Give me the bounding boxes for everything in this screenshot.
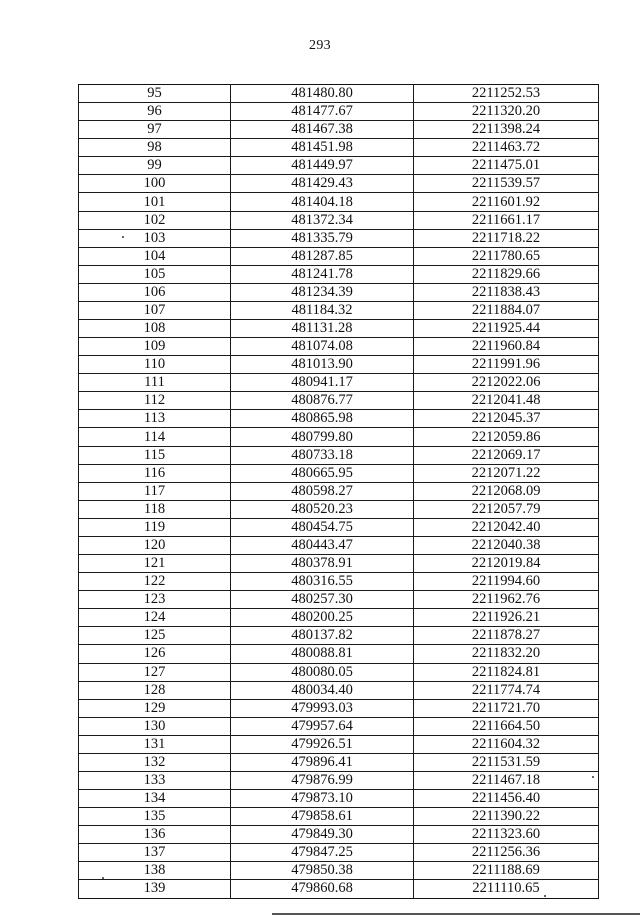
- point-number-cell: 98: [79, 139, 231, 157]
- x-coordinate-cell: 481404.18: [231, 193, 414, 211]
- y-coordinate-cell: 2211398.24: [414, 121, 599, 139]
- y-coordinate-cell: 2212057.79: [414, 500, 599, 518]
- table-row: [79, 175, 599, 193]
- table-row: [79, 85, 599, 103]
- x-coordinate-cell: 480137.82: [231, 627, 414, 645]
- y-coordinate-cell: 2211994.60: [414, 573, 599, 591]
- y-coordinate-cell: 2211832.20: [414, 645, 599, 663]
- table-row: [79, 591, 599, 609]
- table-row: [79, 301, 599, 319]
- point-number-cell: 132: [79, 753, 231, 771]
- x-coordinate-cell: 480080.05: [231, 663, 414, 681]
- y-coordinate-cell: 2211780.65: [414, 247, 599, 265]
- table-row: [79, 392, 599, 410]
- y-coordinate-cell: 2211601.92: [414, 193, 599, 211]
- point-number-cell: 137: [79, 844, 231, 862]
- table-row: [79, 753, 599, 771]
- x-coordinate-cell: 481074.08: [231, 338, 414, 356]
- x-coordinate-cell: 481429.43: [231, 175, 414, 193]
- table-row: [79, 247, 599, 265]
- x-coordinate-cell: 479850.38: [231, 862, 414, 880]
- x-coordinate-cell: 480665.95: [231, 464, 414, 482]
- x-coordinate-cell: 480799.80: [231, 428, 414, 446]
- x-coordinate-cell: 481241.78: [231, 265, 414, 283]
- point-number-cell: 110: [79, 356, 231, 374]
- point-number-cell: 119: [79, 518, 231, 536]
- point-number-cell: 107: [79, 301, 231, 319]
- x-coordinate-cell: 480034.40: [231, 681, 414, 699]
- point-number-cell: 131: [79, 735, 231, 753]
- table-row: [79, 717, 599, 735]
- table-row: [79, 699, 599, 717]
- x-coordinate-cell: 481287.85: [231, 247, 414, 265]
- y-coordinate-cell: 2211829.66: [414, 265, 599, 283]
- point-number-cell: 112: [79, 392, 231, 410]
- y-coordinate-cell: 2211824.81: [414, 663, 599, 681]
- page-number: 293: [309, 38, 331, 53]
- y-coordinate-cell: 2211721.70: [414, 699, 599, 717]
- x-coordinate-cell: 479957.64: [231, 717, 414, 735]
- y-coordinate-cell: 2212041.48: [414, 392, 599, 410]
- point-number-cell: 120: [79, 536, 231, 554]
- x-coordinate-cell: 480876.77: [231, 392, 414, 410]
- table-row: [79, 536, 599, 554]
- table-row: [79, 356, 599, 374]
- y-coordinate-cell: 2212045.37: [414, 410, 599, 428]
- x-coordinate-cell: 480454.75: [231, 518, 414, 536]
- x-coordinate-cell: 481449.97: [231, 157, 414, 175]
- point-number-cell: 106: [79, 283, 231, 301]
- x-coordinate-cell: 480257.30: [231, 591, 414, 609]
- y-coordinate-cell: 2211456.40: [414, 790, 599, 808]
- table-row: [79, 518, 599, 536]
- scan-speck: [122, 236, 124, 238]
- x-coordinate-cell: 480733.18: [231, 446, 414, 464]
- y-coordinate-cell: 2211960.84: [414, 338, 599, 356]
- table-row: [79, 880, 599, 898]
- table-row: [79, 139, 599, 157]
- y-coordinate-cell: 2211774.74: [414, 681, 599, 699]
- y-coordinate-cell: 2211463.72: [414, 139, 599, 157]
- y-coordinate-cell: 2211390.22: [414, 808, 599, 826]
- x-coordinate-cell: 480598.27: [231, 482, 414, 500]
- y-coordinate-cell: 2212042.40: [414, 518, 599, 536]
- x-coordinate-cell: 479860.68: [231, 880, 414, 898]
- point-number-cell: 135: [79, 808, 231, 826]
- table-row: [79, 121, 599, 139]
- table-row: [79, 103, 599, 121]
- y-coordinate-cell: 2211926.21: [414, 609, 599, 627]
- table-row: [79, 464, 599, 482]
- table-row: [79, 410, 599, 428]
- point-number-cell: 134: [79, 790, 231, 808]
- table-row: [79, 663, 599, 681]
- table-row: [79, 790, 599, 808]
- point-number-cell: 103: [79, 229, 231, 247]
- x-coordinate-cell: 481013.90: [231, 356, 414, 374]
- table-row: [79, 573, 599, 591]
- table-row: [79, 500, 599, 518]
- y-coordinate-cell: 2212019.84: [414, 555, 599, 573]
- x-coordinate-cell: 480316.55: [231, 573, 414, 591]
- y-coordinate-cell: 2211878.27: [414, 627, 599, 645]
- table-row: [79, 157, 599, 175]
- y-coordinate-cell: 2211884.07: [414, 301, 599, 319]
- table-row: [79, 627, 599, 645]
- y-coordinate-cell: 2211475.01: [414, 157, 599, 175]
- table-row: [79, 320, 599, 338]
- table-row: [79, 771, 599, 789]
- point-number-cell: 109: [79, 338, 231, 356]
- point-number-cell: 123: [79, 591, 231, 609]
- point-number-cell: 95: [79, 85, 231, 103]
- point-number-cell: 111: [79, 374, 231, 392]
- coordinate-table: [78, 84, 599, 899]
- table-row: [79, 283, 599, 301]
- table-row: [79, 482, 599, 500]
- point-number-cell: 115: [79, 446, 231, 464]
- point-number-cell: 128: [79, 681, 231, 699]
- x-coordinate-cell: 480865.98: [231, 410, 414, 428]
- table-row: [79, 193, 599, 211]
- x-coordinate-cell: 479993.03: [231, 699, 414, 717]
- y-coordinate-cell: 2211467.18: [414, 771, 599, 789]
- x-coordinate-cell: 479873.10: [231, 790, 414, 808]
- y-coordinate-cell: 2211323.60: [414, 826, 599, 844]
- x-coordinate-cell: 481451.98: [231, 139, 414, 157]
- x-coordinate-cell: 481131.28: [231, 320, 414, 338]
- table-row: [79, 446, 599, 464]
- table-row: [79, 862, 599, 880]
- point-number-cell: 101: [79, 193, 231, 211]
- y-coordinate-cell: 2211110.65: [414, 880, 599, 898]
- point-number-cell: 126: [79, 645, 231, 663]
- x-coordinate-cell: 480088.81: [231, 645, 414, 663]
- x-coordinate-cell: 481372.34: [231, 211, 414, 229]
- x-coordinate-cell: 481335.79: [231, 229, 414, 247]
- point-number-cell: 96: [79, 103, 231, 121]
- point-number-cell: 116: [79, 464, 231, 482]
- point-number-cell: 130: [79, 717, 231, 735]
- point-number-cell: 104: [79, 247, 231, 265]
- y-coordinate-cell: 2211838.43: [414, 283, 599, 301]
- point-number-cell: 100: [79, 175, 231, 193]
- y-coordinate-cell: 2212069.17: [414, 446, 599, 464]
- table-row: [79, 555, 599, 573]
- point-number-cell: 114: [79, 428, 231, 446]
- x-coordinate-cell: 479849.30: [231, 826, 414, 844]
- point-number-cell: 136: [79, 826, 231, 844]
- x-coordinate-cell: 481184.32: [231, 301, 414, 319]
- x-coordinate-cell: 481477.67: [231, 103, 414, 121]
- point-number-cell: 108: [79, 320, 231, 338]
- table-row: [79, 844, 599, 862]
- y-coordinate-cell: 2211539.57: [414, 175, 599, 193]
- coordinate-table-body: [79, 85, 599, 899]
- point-number-cell: 113: [79, 410, 231, 428]
- point-number-cell: 102: [79, 211, 231, 229]
- x-coordinate-cell: 479847.25: [231, 844, 414, 862]
- x-coordinate-cell: 481234.39: [231, 283, 414, 301]
- x-coordinate-cell: 481467.38: [231, 121, 414, 139]
- x-coordinate-cell: 481480.80: [231, 85, 414, 103]
- table-row: [79, 211, 599, 229]
- x-coordinate-cell: 479896.41: [231, 753, 414, 771]
- y-coordinate-cell: 2212040.38: [414, 536, 599, 554]
- y-coordinate-cell: 2211962.76: [414, 591, 599, 609]
- table-row: [79, 338, 599, 356]
- y-coordinate-cell: 2211604.32: [414, 735, 599, 753]
- y-coordinate-cell: 2211531.59: [414, 753, 599, 771]
- point-number-cell: 97: [79, 121, 231, 139]
- point-number-cell: 139: [79, 880, 231, 898]
- y-coordinate-cell: 2212068.09: [414, 482, 599, 500]
- point-number-cell: 138: [79, 862, 231, 880]
- x-coordinate-cell: 479858.61: [231, 808, 414, 826]
- y-coordinate-cell: 2211661.17: [414, 211, 599, 229]
- y-coordinate-cell: 2211256.36: [414, 844, 599, 862]
- y-coordinate-cell: 2211252.53: [414, 85, 599, 103]
- point-number-cell: 118: [79, 500, 231, 518]
- y-coordinate-cell: 2211664.50: [414, 717, 599, 735]
- table-row: [79, 735, 599, 753]
- y-coordinate-cell: 2211188.69: [414, 862, 599, 880]
- point-number-cell: 122: [79, 573, 231, 591]
- y-coordinate-cell: 2211320.20: [414, 103, 599, 121]
- point-number-cell: 129: [79, 699, 231, 717]
- point-number-cell: 133: [79, 771, 231, 789]
- table-row: [79, 681, 599, 699]
- x-coordinate-cell: 480520.23: [231, 500, 414, 518]
- y-coordinate-cell: 2212071.22: [414, 464, 599, 482]
- y-coordinate-cell: 2212022.06: [414, 374, 599, 392]
- point-number-cell: 105: [79, 265, 231, 283]
- scan-speck: [544, 895, 546, 897]
- y-coordinate-cell: 2212059.86: [414, 428, 599, 446]
- point-number-cell: 117: [79, 482, 231, 500]
- table-row: [79, 374, 599, 392]
- table-row: [79, 808, 599, 826]
- x-coordinate-cell: 480443.47: [231, 536, 414, 554]
- x-coordinate-cell: 480378.91: [231, 555, 414, 573]
- scan-speck: [592, 776, 594, 778]
- y-coordinate-cell: 2211718.22: [414, 229, 599, 247]
- x-coordinate-cell: 480941.17: [231, 374, 414, 392]
- table-row: [79, 229, 599, 247]
- x-coordinate-cell: 480200.25: [231, 609, 414, 627]
- point-number-cell: 99: [79, 157, 231, 175]
- scan-edge-line: [272, 913, 640, 915]
- point-number-cell: 127: [79, 663, 231, 681]
- point-number-cell: 125: [79, 627, 231, 645]
- x-coordinate-cell: 479876.99: [231, 771, 414, 789]
- y-coordinate-cell: 2211991.96: [414, 356, 599, 374]
- x-coordinate-cell: 479926.51: [231, 735, 414, 753]
- table-row: [79, 609, 599, 627]
- table-row: [79, 645, 599, 663]
- point-number-cell: 124: [79, 609, 231, 627]
- table-row: [79, 428, 599, 446]
- table-row: [79, 265, 599, 283]
- point-number-cell: 121: [79, 555, 231, 573]
- table-row: [79, 826, 599, 844]
- scan-speck: [102, 877, 104, 879]
- y-coordinate-cell: 2211925.44: [414, 320, 599, 338]
